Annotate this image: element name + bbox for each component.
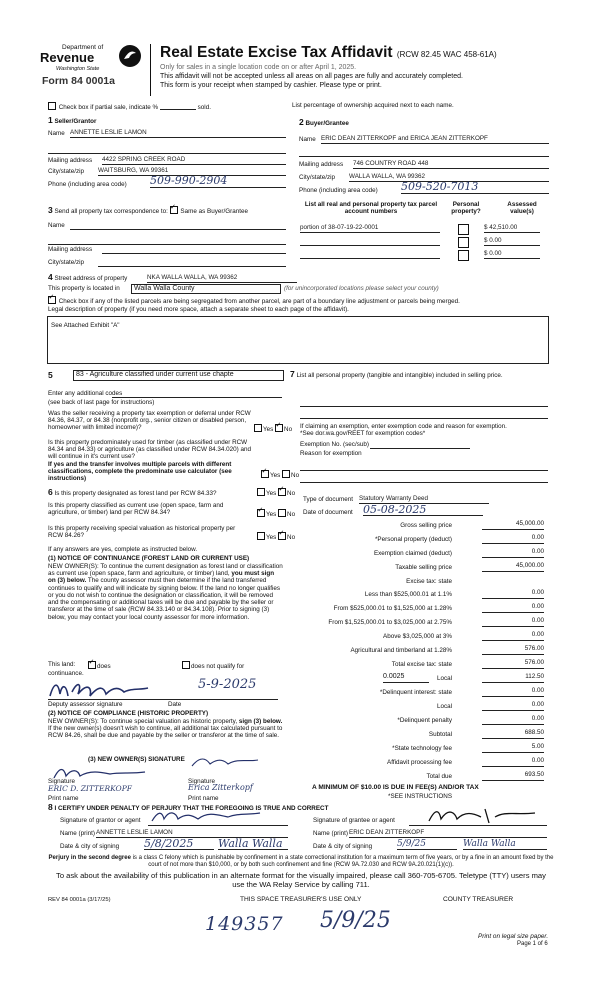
- tier4-field: 0.00: [482, 631, 544, 641]
- buyer-section-number: 2: [299, 117, 304, 127]
- use-code-select[interactable]: 83 - Agriculture classified under current use chapte: [73, 370, 284, 381]
- grantee-date-label: Date & city of signing: [313, 843, 373, 850]
- county-label: This property is located in: [48, 285, 120, 292]
- interest-state-label: *Delinquent interest: state: [379, 689, 452, 696]
- tier3-label: From $1,525,000.01 to $3,025,000 at 2.75%: [328, 619, 452, 626]
- print-name-2[interactable]: Erica Zitterkopf: [188, 783, 253, 792]
- agency-label-line2: Revenue: [40, 50, 95, 65]
- accessibility-notice: To ask about the availability of this publication in an alternate format for the visually impaired, please call 360-705-6705. Teletype (TTY) users may use the WA Relay Service by calling 711.: [56, 871, 546, 889]
- does-not-label: does not qualify for: [191, 663, 245, 670]
- grantee-name-row: [313, 830, 548, 837]
- current-use-no-checkbox[interactable]: [278, 509, 286, 517]
- notice-compliance-a: NEW OWNER(S): To continue special valuation as historic property,: [48, 718, 238, 725]
- notice-receipt: [160, 82, 382, 90]
- assessor-signature-area: [48, 678, 288, 710]
- partial-sale-label: Check box if partial sale, indicate %: [58, 104, 159, 111]
- penalty-row: [288, 715, 544, 726]
- subtotal-row: [288, 729, 544, 740]
- legal-paper-note: Print on legal size paper.: [478, 933, 549, 940]
- personal-property-row: [290, 370, 548, 380]
- document-type-label: Type of document: [303, 496, 354, 503]
- assessor-date-label: Date: [168, 701, 182, 708]
- grantor-name-field[interactable]: ANNETTE LESLIE LAMON: [96, 829, 288, 838]
- parcel-number-field[interactable]: [300, 237, 440, 246]
- buyer-name-line2[interactable]: [299, 148, 549, 157]
- historic-yes-checkbox[interactable]: [257, 532, 265, 540]
- section3-name-line2[interactable]: [48, 236, 286, 245]
- agency-logo: [40, 44, 155, 96]
- exemption-deferral-question: [48, 410, 293, 433]
- grantee-signature-field[interactable]: [409, 816, 547, 826]
- timber-yes-label: Yes: [270, 472, 281, 479]
- current-use-answers: [257, 509, 295, 518]
- buyer-city-label: City/state/zip: [299, 174, 336, 181]
- section6-note: If any answers are yes, complete as instructed below.: [48, 546, 198, 553]
- assessor-date-field[interactable]: 5-9-2025: [198, 677, 257, 692]
- agency-label-line3: Washington State: [56, 66, 100, 72]
- personal-property-checkbox[interactable]: [458, 237, 469, 248]
- buyer-section-title: Buyer/Grantee: [305, 120, 349, 127]
- section3-city-field[interactable]: [98, 258, 286, 267]
- interest-state-field[interactable]: 0.00: [482, 687, 544, 697]
- timber-answers: [261, 470, 299, 479]
- document-date-row: [303, 503, 548, 516]
- notice-continuance-body: [48, 563, 283, 621]
- county-treasurer-label: COUNTY TREASURER: [443, 896, 514, 903]
- parcel-row: [300, 237, 550, 248]
- section3-name-row: [48, 222, 286, 229]
- grantee-name-label: Name (print): [313, 830, 348, 837]
- new-owner-signature-heading: (3) NEW OWNER(S) SIGNATURE: [88, 756, 185, 763]
- interest-local-field[interactable]: 0.00: [482, 701, 544, 711]
- same-as-buyer-checkbox[interactable]: [170, 206, 178, 214]
- grantee-date-row: [313, 839, 548, 850]
- taxable-price-label: Taxable selling price: [395, 564, 452, 571]
- assessed-value-field[interactable]: $ 0.00: [484, 237, 540, 246]
- additional-codes-label: Enter any additional codes: [48, 390, 123, 397]
- partial-sale-sold: sold.: [197, 104, 211, 111]
- title-text: Real Estate Excise Tax Affidavit: [160, 44, 393, 61]
- taxable-price-row: [288, 562, 544, 573]
- exemption-yes-label: Yes: [263, 426, 274, 433]
- grantee-name-field[interactable]: ERIC DEAN ZITTERKOPF: [349, 829, 547, 838]
- buyer-heading: [299, 118, 349, 128]
- notice-compliance-c: If the new owner(s) doesn't wish to continue, all additional tax calculated pursuant to RCW 84.26, shall be due and payable by the seller or transferor at the time of sale.: [48, 725, 283, 740]
- seller-city-field[interactable]: WAITSBURG, WA 99361: [98, 167, 286, 176]
- excise-state-heading-row: [288, 576, 544, 587]
- total-due-field: 693.50: [482, 771, 544, 781]
- assessed-value-field[interactable]: $ 0.00: [484, 250, 540, 259]
- exemption-no-label: No: [284, 426, 293, 433]
- seller-name-field[interactable]: ANNETTE LESLIE LAMON: [70, 129, 286, 138]
- same-as-buyer-label: Same as Buyer/Grantee: [180, 208, 248, 215]
- personal-property-checkbox[interactable]: [458, 250, 469, 261]
- local-tax-field: 112.50: [482, 673, 544, 683]
- grantor-signature-field[interactable]: [148, 816, 288, 826]
- personal-deduct-field[interactable]: 0.00: [482, 534, 544, 544]
- document-date-label: Date of document: [303, 509, 353, 516]
- timber-no-checkbox[interactable]: [282, 470, 290, 478]
- legal-description-text: See Attached Exhibit "A": [51, 322, 120, 329]
- section3-name-field[interactable]: [70, 221, 286, 230]
- header-divider: [150, 44, 151, 96]
- minimum-due-note: A MINIMUM OF $10.00 IS DUE IN FEE(S) AND/OR TAX: [312, 784, 479, 791]
- local-rate-field[interactable]: 0.0025: [383, 673, 429, 683]
- form-number: Form 84 0001a: [42, 75, 115, 87]
- page-number: Page 1 of 6: [517, 941, 548, 947]
- timber-question-text: Is this property predominately used for timber (as classified under RCW 84.34 and 84.33) or agriculture (as classified under RCW 84.34.020) and will continue in it's current use?: [48, 439, 252, 461]
- segregated-checkbox[interactable]: [48, 296, 56, 304]
- notice-continuance-title: (1) NOTICE OF CONTINUANCE (FOREST LAND OR CURRENT USE): [48, 555, 250, 562]
- personal-property-text: List all personal property (tangible and intangible) included in selling price.: [296, 372, 503, 379]
- forest-yes-label: Yes: [266, 490, 277, 497]
- buyer-mailing-field[interactable]: 746 COUNTRY ROAD 448: [353, 160, 549, 169]
- section3-number: 3: [48, 205, 53, 215]
- county-row: [48, 285, 548, 292]
- total-due-row: [288, 771, 544, 782]
- technology-fee-row: [288, 743, 544, 754]
- exemption-number-label: Exemption No. (sec/sub): [300, 441, 369, 448]
- seller-heading: [48, 116, 96, 126]
- historic-no-label: No: [287, 534, 296, 541]
- print-name-label-1: Print name: [48, 795, 79, 802]
- exemption-deduct-label: Exemption claimed (deduct): [373, 550, 452, 557]
- tier3-field: 0.00: [482, 617, 544, 627]
- total-state-label: Total excise tax: state: [391, 661, 452, 668]
- notice-single-location: Only for sales in a single location code on or after April 1, 2025.: [160, 64, 357, 71]
- grantee-date-field[interactable]: 5/9/25: [397, 839, 457, 850]
- timber-yes-checkbox[interactable]: [261, 470, 269, 478]
- buyer-phone-field[interactable]: 509-520-7013: [401, 181, 549, 194]
- street-address-field[interactable]: NKA WALLA WALLA, WA 99362: [147, 274, 297, 283]
- parcels-col-personal-header: Personal property?: [451, 201, 481, 216]
- penalty-label: *Delinquent penalty: [397, 717, 452, 724]
- buyer-phone-label: Phone (including area code): [299, 187, 378, 194]
- exemption-deferral-answers: [254, 424, 292, 433]
- taxable-price-field: 45,000.00: [482, 562, 544, 572]
- tier4-row: [288, 631, 544, 642]
- buyer-phone-row: [299, 180, 549, 194]
- section8-number: 8: [48, 802, 53, 812]
- see-instructions-note: *SEE INSTRUCTIONS: [388, 793, 453, 800]
- notice-complete: This affidavit will not be accepted unless all areas on all pages are fully and accurately completed.: [160, 73, 463, 80]
- does-label: does: [97, 663, 111, 670]
- section3-mailing-label: Mailing address: [48, 246, 93, 253]
- exemption-number-row: [300, 441, 548, 448]
- exemption-reason-row: [300, 450, 548, 457]
- exemption-no-checkbox[interactable]: [275, 424, 283, 432]
- exemption-reason-label: Reason for exemption: [300, 450, 362, 457]
- forest-yes-checkbox[interactable]: [257, 488, 265, 496]
- partial-sale-row: [48, 102, 288, 111]
- does-qualify-checkbox[interactable]: [88, 661, 96, 669]
- treasurer-receipt-number: 149357: [205, 913, 284, 935]
- gross-price-field[interactable]: 45,000.00: [482, 520, 544, 530]
- grantor-signature-label: Signature of grantor or agent: [60, 817, 141, 824]
- buyer-city-field[interactable]: WALLA WALLA, WA 99362: [349, 173, 549, 182]
- notice-compliance-body: [48, 718, 283, 740]
- personal-property-field-2[interactable]: [300, 410, 548, 419]
- current-use-no-label: No: [287, 511, 296, 518]
- section6-number: 6: [48, 487, 53, 497]
- segregated-row: [48, 296, 558, 305]
- gross-price-row: [288, 520, 544, 531]
- treasurer-stamp-date: 5/9/25: [320, 908, 391, 933]
- buyer-mailing-row: [299, 161, 549, 168]
- exemption-claim-text: If claiming an exemption, enter exemption code and reason for exemption. *See dor.wa.gov/REET for exemption codes*: [300, 423, 507, 438]
- interest-local-row: [288, 701, 544, 712]
- seller-phone-label: Phone (including area code): [48, 181, 127, 188]
- this-land-label: This land:: [48, 661, 76, 668]
- current-use-question: [48, 502, 296, 518]
- subtotal-field: 688.50: [482, 729, 544, 739]
- tier1-field: 0.00: [482, 589, 544, 599]
- total-state-field: 576.00: [482, 659, 544, 669]
- notice-continuance-b: you must sign on (3) below.: [48, 570, 275, 585]
- parcel-number-field[interactable]: [300, 250, 440, 259]
- seller-phone-field[interactable]: 509-990-2904: [150, 175, 286, 188]
- section3-city-row: [48, 259, 286, 266]
- document-date-field[interactable]: 05-08-2025: [363, 504, 483, 516]
- county-select[interactable]: Walla Walla County: [131, 284, 281, 294]
- current-use-yes-checkbox[interactable]: [257, 509, 265, 517]
- signature-label-2: Signature: [188, 778, 215, 785]
- treasurer-use-label: THIS SPACE TREASURER'S USE ONLY: [240, 896, 362, 903]
- tier1-row: [288, 589, 544, 600]
- technology-fee-label: *State technology fee: [392, 745, 452, 752]
- seller-mailing-field[interactable]: 4422 SPRING CREEK ROAD: [102, 156, 286, 165]
- section5-number: 5: [48, 370, 53, 380]
- qualify-row: [48, 661, 288, 668]
- exemption-deferral-text: Was the seller receiving a property tax exemption or deferral under RCW 84.36, 84.37, or 84.38 (nonprofit org., senior citizen or disabled person, homeowner with limited income)?: [48, 410, 251, 432]
- notice-receipt-text: This form is your receipt when stamped by cashier. Please type or print.: [160, 82, 382, 89]
- timber-question: [48, 439, 300, 483]
- section3-heading: [48, 206, 248, 216]
- seller-name-row: [48, 130, 286, 137]
- agricultural-label: Agricultural and timberland at 1.28%: [350, 647, 452, 654]
- total-due-label: Total due: [426, 773, 452, 780]
- does-not-option: [182, 661, 244, 670]
- new-owner-signature-2: [188, 752, 288, 770]
- processing-fee-label: Affidavit processing fee: [387, 759, 452, 766]
- additional-codes-note: (see back of last page for instructions): [48, 399, 155, 406]
- historic-question: [48, 525, 296, 541]
- grantor-name-label: Name (print): [60, 830, 95, 837]
- exemption-number-field[interactable]: [370, 440, 470, 449]
- print-name-label-2: Print name: [188, 795, 219, 802]
- parcel-row: [300, 224, 550, 235]
- does-option: [88, 661, 111, 670]
- section7-number: 7: [290, 369, 295, 379]
- section4-number: 4: [48, 272, 53, 282]
- gross-price-label: Gross selling price: [400, 522, 452, 529]
- timber-no-label: No: [291, 472, 300, 479]
- timber-question-bold: If yes and the transfer involves multiple parcels with different classifications, complete the predominate use calculator (see instructions): [48, 460, 232, 483]
- partial-sale-checkbox[interactable]: [48, 102, 56, 110]
- segregated-label: Check box if any of the listed parcels are being segregated from another parcel, are part of a boundary line adjustment or parcels being merged.: [58, 298, 460, 305]
- seller-name-label: Name: [48, 130, 65, 137]
- personal-property-field-1[interactable]: [300, 398, 548, 407]
- forest-no-label: No: [287, 490, 296, 497]
- section3-mailing-field[interactable]: [102, 245, 286, 254]
- parcel-row: [300, 250, 550, 261]
- assessor-signature-label: Deputy assessor signature: [48, 701, 123, 708]
- document-type-field[interactable]: Statutory Warranty Deed: [359, 495, 489, 504]
- grantee-signature-label: Signature of grantee or agent: [313, 817, 395, 824]
- agency-label-line1: Department of: [62, 44, 104, 51]
- continuance-label: continuance.: [48, 670, 84, 677]
- legal-description-field[interactable]: [47, 316, 549, 364]
- signature-label-1: Signature: [48, 778, 75, 785]
- county-unincorporated-note: (for unincorporated locations please select your county): [284, 285, 439, 292]
- seller-phone-row: [48, 174, 286, 188]
- tier2-label: From $525,000.01 to $1,525,000 at 1.28%: [333, 605, 452, 612]
- section3-city-label: City/state/zip: [48, 259, 85, 266]
- perjury-text: is a class C felony which is punishable by confinement in a state correctional institution for a maximum term of five years, or by a fine in an amount fixed by the court of not more than $10,000, or by both such confinement and fine (RCW 9A.72.030 and RCW 9A.20.021(1)(c)).: [132, 855, 554, 868]
- processing-fee-row: [288, 757, 544, 768]
- legal-description-label: Legal description of property (if you need more space, attach a separate sheet to each page of the affidavit).: [48, 306, 349, 313]
- interest-state-row: [288, 687, 544, 698]
- tier1-label: Less than $525,000.01 at 1.1%: [364, 591, 452, 598]
- tier2-row: [288, 603, 544, 614]
- notice-continuance-c: The county assessor must then determine if the land transferred continues to qualify and will indicate by signing below. If the land no longer qualifies or you do not wish to continue the designation or classification, it will be removed and the compensating or additional taxes will be due and payable by the seller or transferor at the time of sale (RCW 84.33.140 or 84.34.108). Prior to signing (3) below, you may contact your local county assessor for more information.: [48, 577, 281, 621]
- grantee-signature-row: [313, 817, 548, 824]
- processing-fee-field[interactable]: 0.00: [482, 757, 544, 767]
- grantor-date-label: Date & city of signing: [60, 843, 120, 850]
- personal-deduct-row: [288, 534, 544, 545]
- certify-text: I CERTIFY UNDER PENALTY OF PERJURY THAT THE FOREGOING IS TRUE AND CORRECT: [54, 805, 329, 812]
- historic-text: Is this property receiving special valuation as historical property per RCW 84.26?: [48, 525, 236, 540]
- personal-property-checkbox[interactable]: [458, 224, 469, 235]
- penalty-field[interactable]: 0.00: [482, 715, 544, 725]
- parcels-col-value-header: Assessed value(s): [507, 201, 537, 216]
- assessor-sig-line: [48, 699, 278, 700]
- form-revision: REV 84 0001a (3/17/25): [48, 897, 111, 903]
- street-address-label: Street address of property: [54, 275, 128, 282]
- tier4-label: Above $3,025,000 at 3%: [383, 633, 452, 640]
- buyer-name-row: [299, 136, 549, 143]
- tier3-row: [288, 617, 544, 628]
- new-owner-signatures: [48, 764, 288, 804]
- local-tax-label: Local: [436, 675, 452, 682]
- buyer-name-label: Name: [299, 136, 316, 143]
- section3-mailing-row: [48, 246, 286, 253]
- parcel-number-field[interactable]: portion of 38-07-19-22-0001: [300, 224, 440, 233]
- additional-codes-field[interactable]: [112, 389, 282, 398]
- excise-state-heading: Excise tax: state: [406, 578, 452, 585]
- exemption-deduct-row: [288, 548, 544, 559]
- seller-mailing-label: Mailing address: [48, 157, 93, 164]
- forest-land-text: Is this property designated as forest land per RCW 84.33?: [54, 490, 217, 497]
- seller-section-title: Seller/Grantor: [54, 118, 97, 125]
- tier2-field: 0.00: [482, 603, 544, 613]
- agricultural-row: [288, 645, 544, 656]
- perjury-notice: [46, 855, 556, 869]
- ownership-note: List percentage of ownership acquired next to each name.: [292, 102, 454, 109]
- revenue-logo-icon: [118, 44, 142, 68]
- subtotal-label: Subtotal: [428, 731, 452, 738]
- street-address-row: [48, 273, 298, 283]
- forest-answers: [257, 488, 295, 497]
- form-title: [160, 44, 497, 62]
- title-statute: (RCW 82.45 WAC 458-61A): [396, 50, 497, 59]
- seller-section-number: 1: [48, 115, 53, 125]
- seller-mailing-row: [48, 157, 286, 164]
- agricultural-field: 576.00: [482, 645, 544, 655]
- notice-compliance-title: (2) NOTICE OF COMPLIANCE (HISTORIC PROPERTY): [48, 710, 209, 717]
- notice-continuance-a: NEW OWNER(S): To continue the current designation as forest land or classification as current use (open space, farm and agriculture, or timber) land,: [48, 563, 283, 578]
- exemption-yes-checkbox[interactable]: [254, 424, 262, 432]
- section3-name-label: Name: [48, 222, 65, 229]
- forest-no-checkbox[interactable]: [278, 488, 286, 496]
- exemption-reason-field-2[interactable]: [300, 474, 548, 483]
- grantor-date-row: [60, 837, 290, 850]
- buyer-mailing-label: Mailing address: [299, 161, 344, 168]
- partial-sale-percent-field[interactable]: [160, 103, 196, 110]
- technology-fee-field: 5.00: [482, 743, 544, 753]
- exemption-reason-field-1[interactable]: [300, 462, 548, 471]
- interest-local-label: Local: [436, 703, 452, 710]
- current-use-text: Is this property classified as current use (open space, farm and agriculture, or timber) land per RCW 84.34?: [48, 502, 224, 517]
- seller-name-line2[interactable]: [48, 145, 286, 154]
- notice-compliance-b: sign (3) below.: [238, 718, 283, 725]
- exemption-deduct-field[interactable]: 0.00: [482, 548, 544, 558]
- print-name-1[interactable]: ERIC D. ZITTERKOPF: [48, 784, 132, 793]
- parcels-col-number-header: List all real and personal property tax parcel account numbers: [304, 201, 438, 216]
- grantor-city-field[interactable]: Walla Walla: [218, 838, 288, 850]
- grantee-city-field[interactable]: Walla Walla: [463, 839, 547, 850]
- buyer-name-field[interactable]: ERIC DEAN ZITTERKOPF and ERICA JEAN ZITTERKOPF: [321, 135, 549, 144]
- does-not-qualify-checkbox[interactable]: [182, 661, 190, 669]
- grantor-signature-row: [60, 817, 290, 824]
- current-use-yes-label: Yes: [266, 511, 277, 518]
- forest-land-question: [48, 487, 296, 498]
- historic-no-checkbox[interactable]: [278, 532, 286, 540]
- seller-city-label: City/state/zip: [48, 168, 85, 175]
- grantor-date-field[interactable]: 5/8/2025: [144, 838, 214, 850]
- total-state-row: [288, 659, 544, 670]
- historic-yes-label: Yes: [266, 534, 277, 541]
- assessed-value-field[interactable]: $ 42,510.00: [484, 224, 540, 233]
- section3-text: Send all property tax correspondence to:: [54, 208, 168, 215]
- perjury-bold: Perjury in the second degree: [48, 855, 131, 861]
- local-tax-row: [288, 673, 544, 684]
- personal-deduct-label: *Personal property (deduct): [374, 536, 452, 543]
